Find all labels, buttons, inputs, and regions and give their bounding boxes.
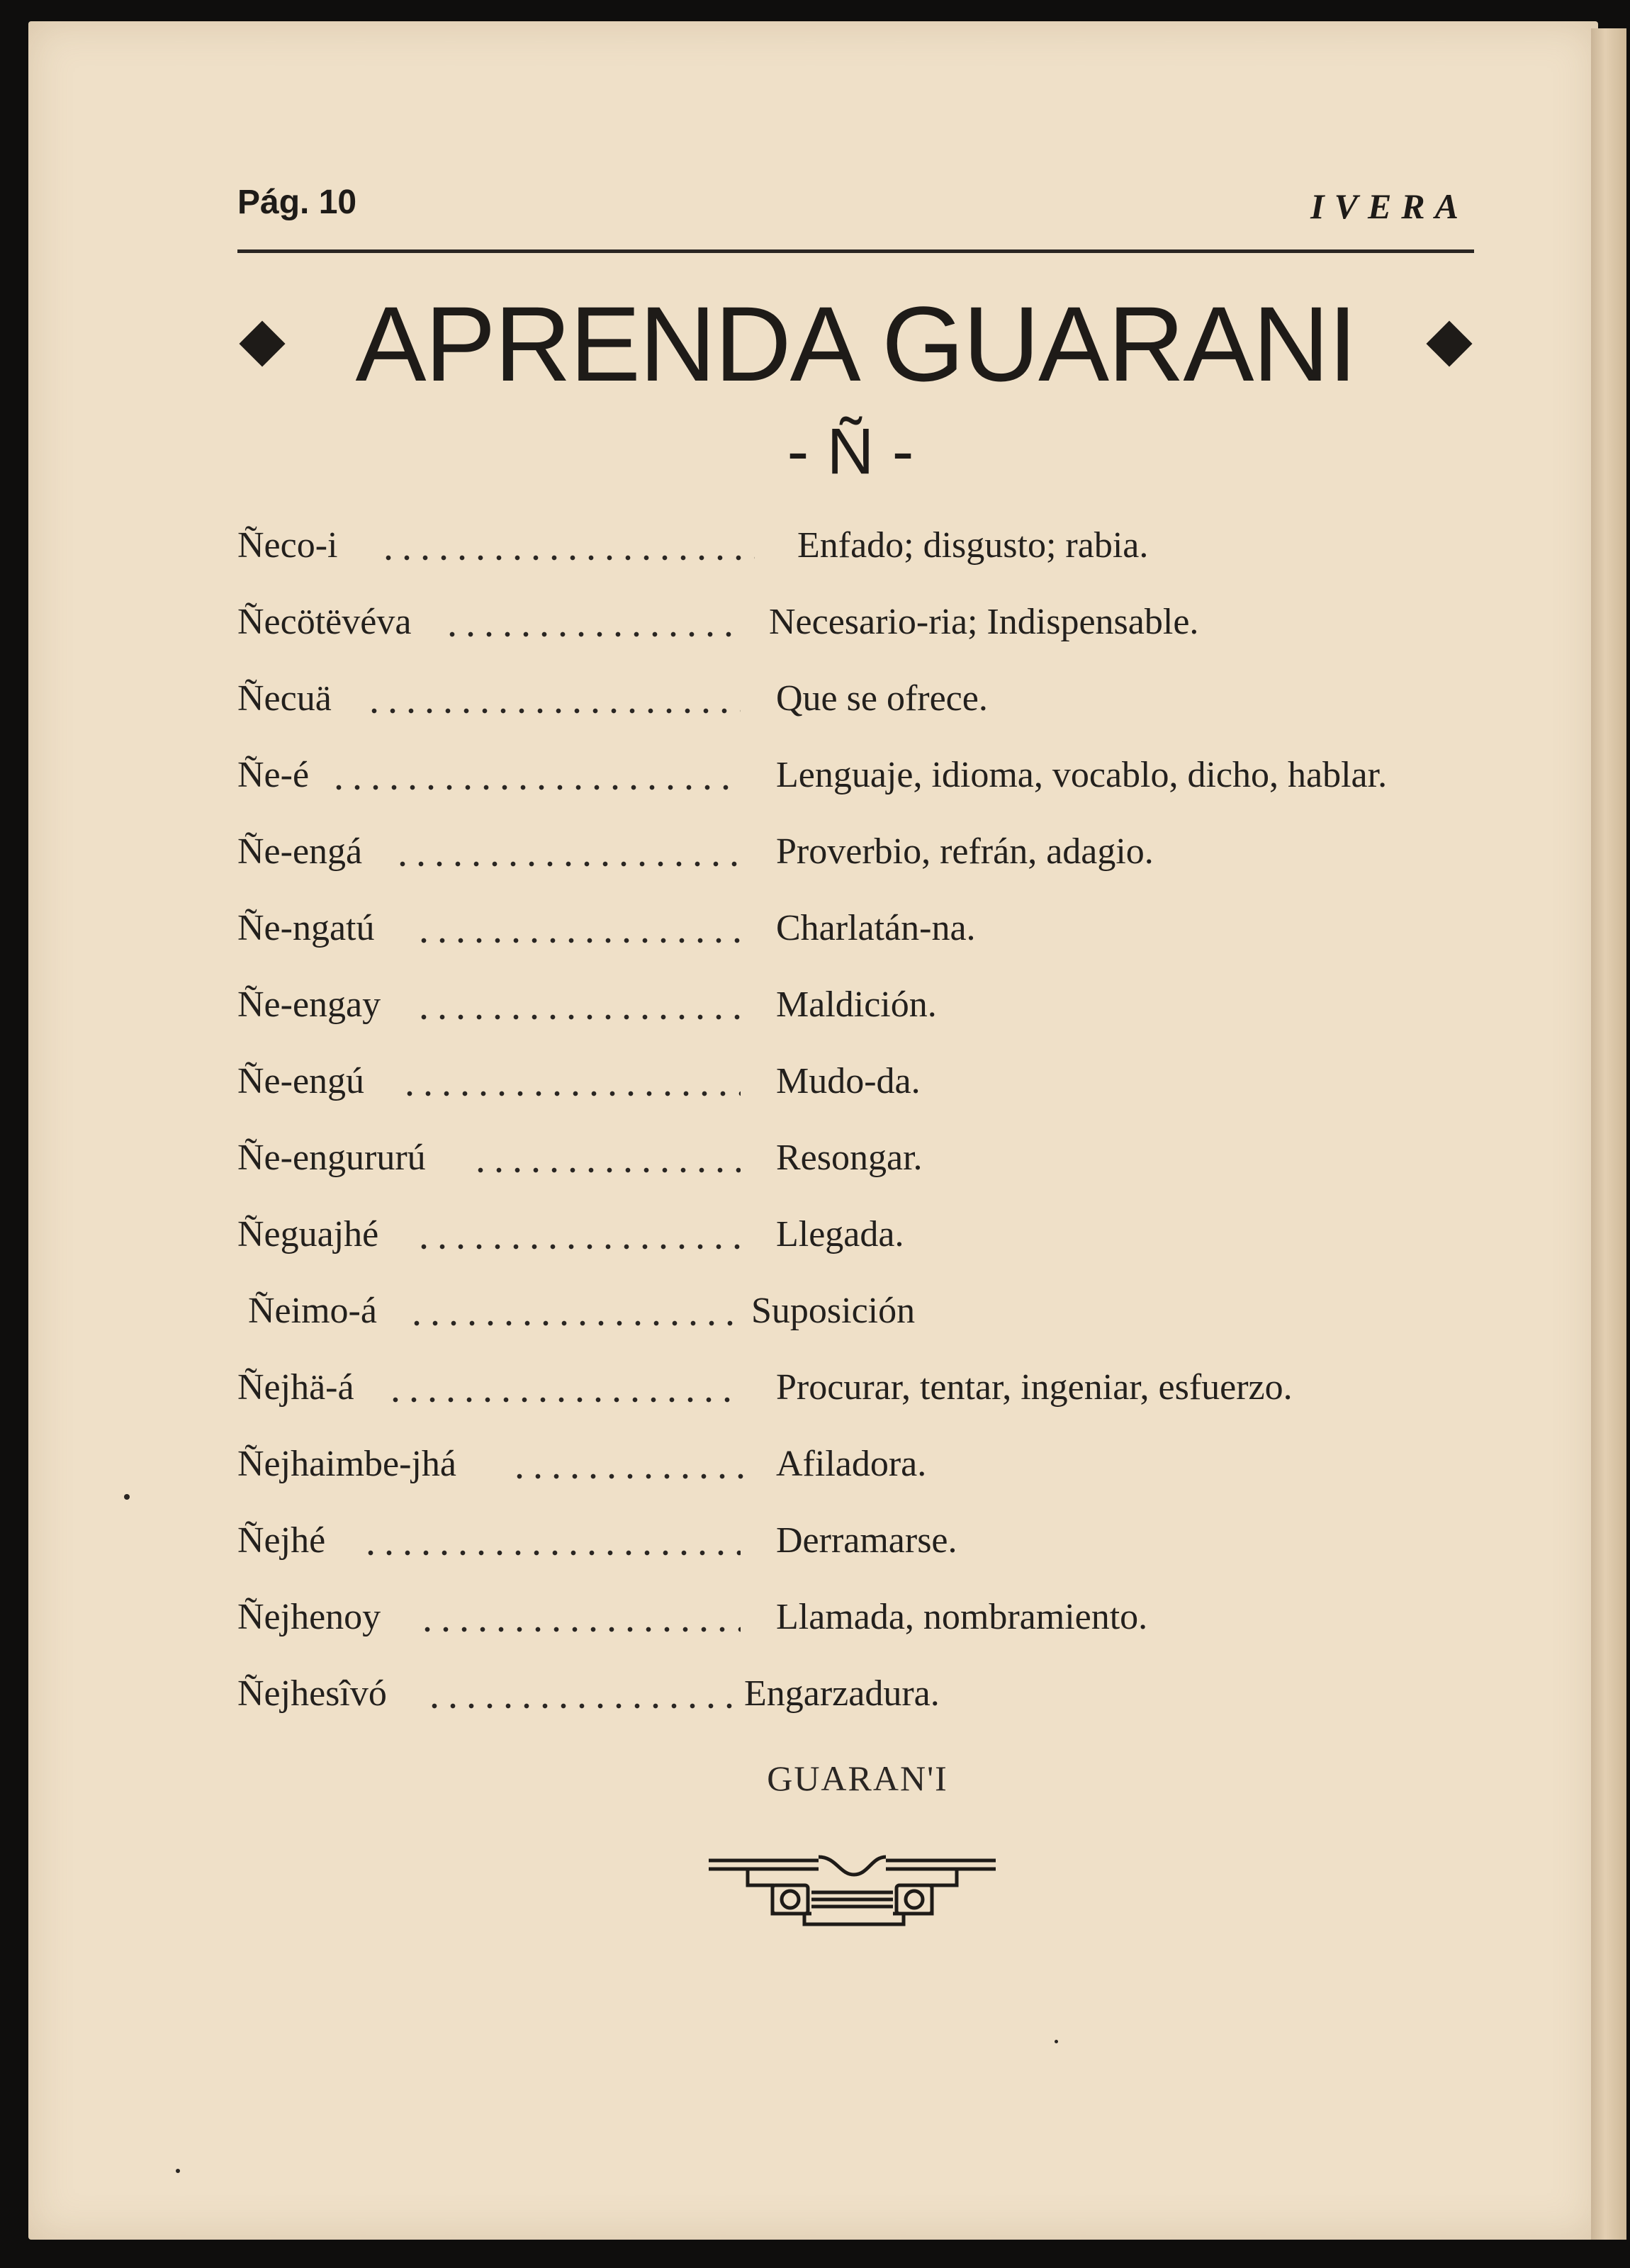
- page-header: [237, 183, 1474, 247]
- guarani-term: Ñe-engay: [237, 984, 381, 1025]
- guarani-term: Ñe-engururú: [237, 1138, 426, 1178]
- dot-leader: [510, 1436, 744, 1493]
- page-title: APRENDA GUARANI: [355, 284, 1356, 403]
- dot-leader: [393, 824, 748, 880]
- dot-leader: [425, 1666, 737, 1722]
- spanish-meaning: Proverbio, refrán, adagio.: [776, 831, 1154, 872]
- spanish-meaning: Procurar, tentar, ingeniar, esfuerzo.: [776, 1367, 1293, 1408]
- dot-leader: [415, 977, 741, 1033]
- glossary-entry: [237, 594, 1485, 651]
- print-speck: [1055, 2040, 1058, 2043]
- signature: GUARAN'I: [767, 1758, 948, 1798]
- magazine-name: IVERA: [1310, 186, 1468, 226]
- spanish-meaning: Mudo-da.: [776, 1061, 921, 1101]
- section-letter: - Ñ -: [787, 415, 914, 488]
- dot-leader: [443, 594, 741, 651]
- guarani-term: Ñejhaimbe-jhá: [237, 1444, 456, 1484]
- spanish-meaning: Afiladora.: [776, 1444, 927, 1484]
- glossary-entry: [237, 670, 1485, 727]
- glossary-entry: [237, 1512, 1485, 1569]
- art-deco-ornament-icon: [705, 1843, 1003, 1928]
- spanish-meaning: Suposición: [751, 1291, 916, 1331]
- guarani-term: Ñeco-i: [237, 525, 338, 566]
- print-speck: [124, 1494, 130, 1500]
- guarani-term: Ñejhesîvó: [237, 1673, 387, 1714]
- glossary-entry: [237, 1666, 1485, 1722]
- page-number: Pág. 10: [237, 184, 357, 221]
- glossary-entry: [237, 977, 1485, 1033]
- guarani-term: Ñecuä: [237, 678, 332, 719]
- guarani-term: Ñejhenoy: [237, 1597, 381, 1637]
- dot-leader: [415, 1206, 741, 1263]
- guarani-term: Ñecötëvéva: [237, 602, 412, 642]
- glossary-entry: [237, 1130, 1485, 1186]
- glossary-entry: [237, 824, 1485, 880]
- guarani-term: Ñejhé: [237, 1520, 326, 1561]
- title-row: [230, 284, 1481, 404]
- spanish-meaning: Charlatán-na.: [776, 908, 976, 948]
- spanish-meaning: Que se ofrece.: [776, 678, 988, 719]
- dot-leader: [361, 1512, 741, 1569]
- guarani-term: Ñe-engú: [237, 1061, 365, 1101]
- glossary-entry: [237, 1359, 1485, 1416]
- dot-leader: [418, 1589, 741, 1646]
- guarani-term: Ñe-é: [237, 755, 310, 795]
- glossary-entry: [237, 1589, 1485, 1646]
- header-rule: [237, 249, 1474, 253]
- guarani-term: Ñejhä-á: [237, 1367, 354, 1408]
- glossary-entry: [237, 1283, 1485, 1340]
- guarani-term: Ñeguajhé: [237, 1214, 379, 1254]
- spanish-meaning: Resongar.: [776, 1138, 923, 1178]
- glossary-entry: [237, 747, 1485, 804]
- glossary-entry: [237, 1436, 1485, 1493]
- dot-leader: [330, 747, 741, 804]
- spanish-meaning: Necesario-ria; Indispensable.: [769, 602, 1199, 642]
- guarani-term: Ñeimo-á: [248, 1291, 377, 1331]
- spanish-meaning: Llamada, nombramiento.: [776, 1597, 1148, 1637]
- spanish-meaning: Llegada.: [776, 1214, 904, 1254]
- spanish-meaning: Engarzadura.: [744, 1673, 940, 1714]
- spanish-meaning: Maldición.: [776, 984, 937, 1025]
- dot-leader: [365, 670, 741, 727]
- print-speck: [176, 2169, 180, 2173]
- dot-leader: [379, 517, 755, 574]
- guarani-term: Ñe-ngatú: [237, 908, 375, 948]
- spanish-meaning: Lenguaje, idioma, vocablo, dicho, hablar.: [776, 755, 1388, 795]
- dot-leader: [415, 900, 741, 957]
- glossary-entry: [237, 1053, 1485, 1110]
- glossary-entry: [237, 900, 1485, 957]
- glossary-entry: [237, 1206, 1485, 1263]
- dot-leader: [408, 1283, 741, 1340]
- dot-leader: [386, 1359, 741, 1416]
- dot-leader: [471, 1130, 741, 1186]
- page-spine-edge: [1591, 28, 1626, 2240]
- spanish-meaning: Derramarse.: [776, 1520, 957, 1561]
- guarani-term: Ñe-engá: [237, 831, 363, 872]
- spanish-meaning: Enfado; disgusto; rabia.: [797, 525, 1149, 566]
- dot-leader: [400, 1053, 741, 1110]
- glossary-entry: [237, 517, 1485, 574]
